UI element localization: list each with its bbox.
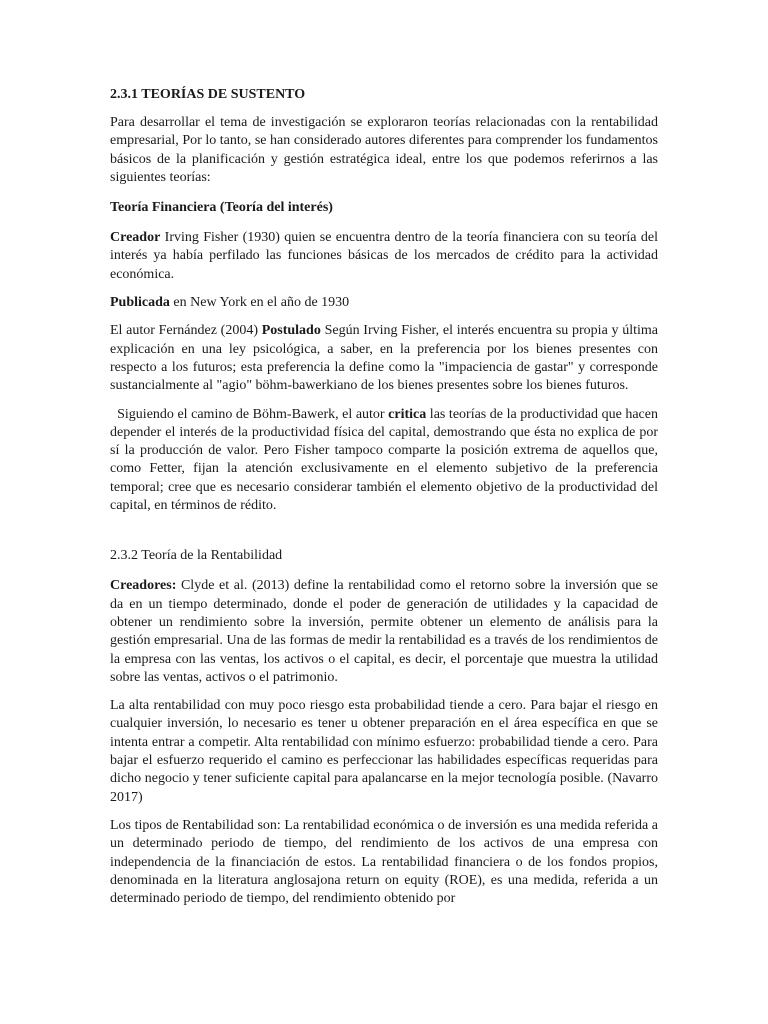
postulado-lead: El autor Fernández (2004) [110, 323, 262, 339]
postulado-paragraph [110, 322, 658, 395]
published-label: Publicada [110, 295, 170, 311]
types-paragraph: Los tipos de Rentabilidad son: La rentabilidad económica o de inversión es una medida referida a un determinado periodo de tiempo, del rendimiento de los activos de una empresa con independencia de la financiación de estos. La rentabilidad financiera o de los fondos propios, denominada en la literatura anglosajona return on equity (ROE), es una medida, referida a un determinado periodo de tiempo, del rendimiento obtenido por [110, 817, 658, 907]
published-paragraph [110, 294, 658, 312]
critica-text: las teorías de la productividad que hacen depender el interés de la productividad física del capital, demostrando que ésta no explica de por sí la producción de valor. Pero Fisher tampoco comparte la posición extrema de aquellos que, como Fetter, fijan la atención exclusivamente en el elemento subjetivo de la preferencia temporal; cree que es necesario considerar también el elemento objetivo de la productividad del capital, en términos de rédito. [110, 406, 662, 514]
creator-text: Irving Fisher (1930) quien se encuentra dentro de la teoría financiera con su teoría del interés ya había perfilado las funciones básicas de los mercados de crédito para la actividad económica. [110, 230, 658, 282]
critica-label: critica [388, 406, 427, 422]
creators-paragraph [110, 577, 658, 687]
subheading-teoria-financiera: Teoría Financiera (Teoría del interés) [110, 200, 333, 216]
critica-paragraph [110, 406, 662, 516]
published-text: en New York en el año de 1930 [169, 295, 350, 311]
postulado-label: Postulado [261, 323, 321, 339]
intro-paragraph: Para desarrollar el tema de investigación se exploraron teorías relacionadas con la rentabilidad empresarial, Por lo tanto, se han considerado autores diferentes para comprender los fundamentos básicos de la planificación y gestión estratégica ideal, entre los que podemos referirnos a las siguientes teorías: [110, 115, 658, 185]
section-heading-teorias-de-sustento: 2.3.1 TEORÍAS DE SUSTENTO [110, 87, 306, 102]
postulado-text: Según Irving Fisher, el interés encuentra su propia y última explicación en una ley psicológica, a saber, en la preferencia por los bienes presentes con respecto a los futuros; esta preferencia la define como la "impaciencia de gastar" y corresponde sustancialmente al "agio" böhm-bawerkiano de los bienes presentes sobre los bienes futuros. [110, 323, 658, 394]
creators-text: Clyde et al. (2013) define la rentabilidad como el retorno sobre la inversión que se da en un tiempo determinado, donde el poder de generación de utilidades y la capacidad de obtener un rendimiento sobre la inversión, permite obtener un elemento de análisis para la gestión empresarial. Una de las formas de medir la rentabilidad es a través de los rendimientos de la empresa con las ventas, los activos o el capital, es decir, el porcentaje que muestra la utilidad sobre las ventas, activos o el patrimonio. [110, 578, 658, 685]
creator-label: Creador [110, 230, 161, 246]
creator-paragraph [110, 229, 658, 284]
creators-label: Creadores: [110, 578, 177, 594]
risk-paragraph: La alta rentabilidad con muy poco riesgo esta probabilidad tiende a cero. Para bajar el riesgo en cualquier inversión, lo necesario es tener u obtener preparación en el área específica en que se intenta entrar a competir. Alta rentabilidad con mínimo esfuerzo: probabilidad tiende a cero. Para bajar el esfuerzo requerido el camino es perfeccionar las habilidades específicas requeridas para dicho negocio y tener suficiente capital para apalancarse en la mejor tecnología posible. (Navarro 2017) [110, 698, 658, 805]
section-heading-teoria-rentabilidad: 2.3.2 Teoría de la Rentabilidad [110, 548, 283, 564]
critica-lead: Siguiendo el camino de Böhm-Bawerk, el autor [110, 406, 389, 422]
